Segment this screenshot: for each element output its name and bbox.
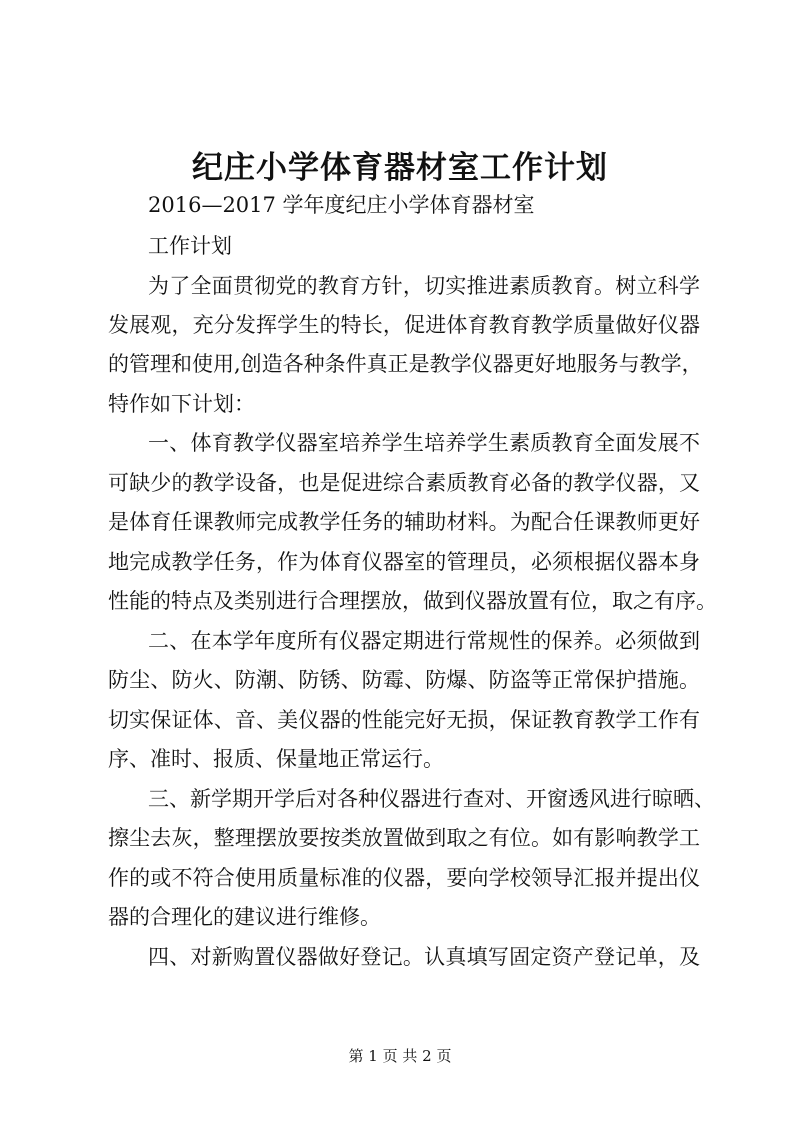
paragraph-line: 三、新学期开学后对各种仪器进行查对、开窗透风进行晾晒、 bbox=[148, 787, 715, 811]
paragraph-line: 序、准时、报质、保量地正常运行。 bbox=[108, 747, 444, 771]
paragraph-line: 可缺少的教学设备，也是促进综合素质教育必备的教学仪器，又 bbox=[108, 471, 700, 495]
subtitle-line: 2016—2017 学年度纪庄小学体育器材室 bbox=[148, 193, 535, 217]
paragraph-line: 一、体育教学仪器室培养学生培养学生素质教育全面发展不 bbox=[148, 431, 700, 455]
paragraph-line: 切实保证体、音、美仪器的性能完好无损，保证教育教学工作有 bbox=[108, 708, 700, 732]
paragraph-line: 四、对新购置仪器做好登记。认真填写固定资产登记单，及 bbox=[148, 945, 700, 969]
paragraph-line: 地完成教学任务，作为体育仪器室的管理员，必须根据仪器本身 bbox=[108, 550, 700, 574]
page-number: 第 1 页 共 2 页 bbox=[348, 1047, 452, 1065]
paragraph-line: 作的或不符合使用质量标准的仪器，要向学校领导汇报并提出仪 bbox=[108, 866, 700, 890]
paragraph-line: 擦尘去灰，整理摆放要按类放置做到取之有位。如有影响教学工 bbox=[108, 826, 700, 850]
paragraph-line: 特作如下计划： bbox=[108, 392, 255, 416]
paragraph-line: 为了全面贯彻党的教育方针，切实推进素质教育。树立科学 bbox=[148, 274, 700, 298]
document-title: 纪庄小学体育器材室工作计划 bbox=[192, 150, 608, 186]
paragraph-line: 防尘、防火、防潮、防锈、防霉、防爆、防盗等正常保护措施。 bbox=[108, 668, 700, 692]
subtitle-line-2: 工作计划 bbox=[148, 234, 232, 258]
paragraph-line: 发展观，充分发挥学生的特长，促进体育教育教学质量做好仪器 bbox=[108, 313, 700, 337]
paragraph-line: 二、在本学年度所有仪器定期进行常规性的保养。必须做到 bbox=[148, 629, 700, 653]
paragraph-line: 器的合理化的建议进行维修。 bbox=[108, 905, 381, 929]
paragraph-line: 性能的特点及类别进行合理摆放，做到仪器放置有位，取之有序。 bbox=[108, 589, 717, 613]
paragraph-line: 是体育任课教师完成教学任务的辅助材料。为配合任课教师更好 bbox=[108, 510, 700, 534]
paragraph-line: 的管理和使用,创造各种条件真正是教学仪器更好地服务与教学， bbox=[108, 352, 703, 376]
